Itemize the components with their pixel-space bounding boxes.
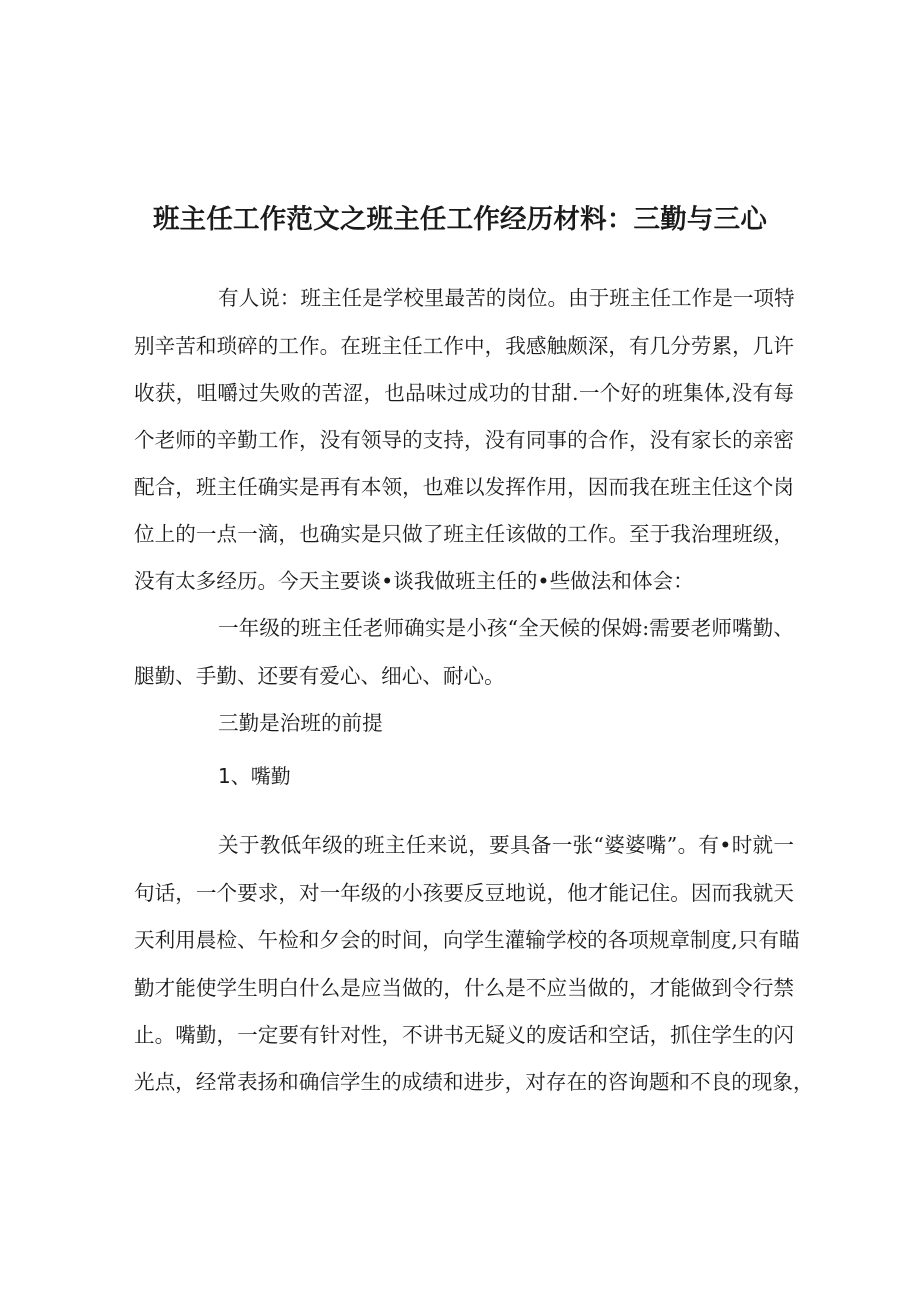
paragraph-1-line-3: 收获，咀嚼过失败的苦涩，也品味过成功的甘甜.一个好的班集体,没有每: [134, 381, 794, 405]
paragraph-3-line-4: 勤才能使学生明白什么是应当做的，什么是不应当做的，才能做到令行禁: [134, 976, 794, 1000]
paragraph-3-line-6: 光点，经常表扬和确信学生的成绩和进步，对存在的咨询题和不良的现象，: [134, 1070, 814, 1094]
paragraph-1-line-7: 没有太多经历。今天主要谈•谈我做班主任的•些做法和体会：: [134, 569, 694, 593]
paragraph-3-line-1: 关于教低年级的班主任来说，要具备一张“婆婆嘴”。有•时就一: [218, 833, 794, 857]
paragraph-1-line-5: 配合，班主任确实是再有本领，也难以发挥作用，因而我在班主任这个岗: [134, 475, 794, 499]
paragraph-1-line-2: 别辛苦和琐碎的工作。在班主任工作中，我感触颇深，有几分劳累，几许: [134, 334, 794, 358]
paragraph-1-line-4: 个老师的辛勤工作，没有领导的支持，没有同事的合作，没有家长的亲密: [134, 428, 794, 452]
paragraph-1-line-1: 有人说：班主任是学校里最苦的岗位。由于班主任工作是一项特: [218, 286, 795, 310]
subsection-heading-mouth-diligence: 1、嘴勤: [218, 764, 291, 788]
document-title: 班主任工作范文之班主任工作经历材料：三勤与三心: [152, 204, 768, 235]
section-heading-three-diligences: 三勤是治班的前提: [218, 711, 383, 735]
paragraph-3-line-5: 止。嘴勤，一定要有针对性，不讲书无疑义的废话和空话，抓住学生的闪: [134, 1023, 794, 1047]
paragraph-2-line-2: 腿勤、手勤、还要有爱心、细心、耐心。: [134, 664, 505, 688]
paragraph-3-line-2: 句话，一个要求，对一年级的小孩要反豆地说，他才能记住。因而我就天: [134, 881, 794, 905]
paragraph-1-line-6: 位上的一点一滴，也确实是只做了班主任该做的工作。至于我治理班级，: [134, 522, 794, 546]
paragraph-2-line-1: 一年级的班主任老师确实是小孩“全天候的保姆:需要老师嘴勤、: [218, 616, 794, 640]
paragraph-3-line-3: 天利用晨检、午检和夕会的时间，向学生灌输学校的各项规章制度,只有瞄: [134, 928, 800, 952]
